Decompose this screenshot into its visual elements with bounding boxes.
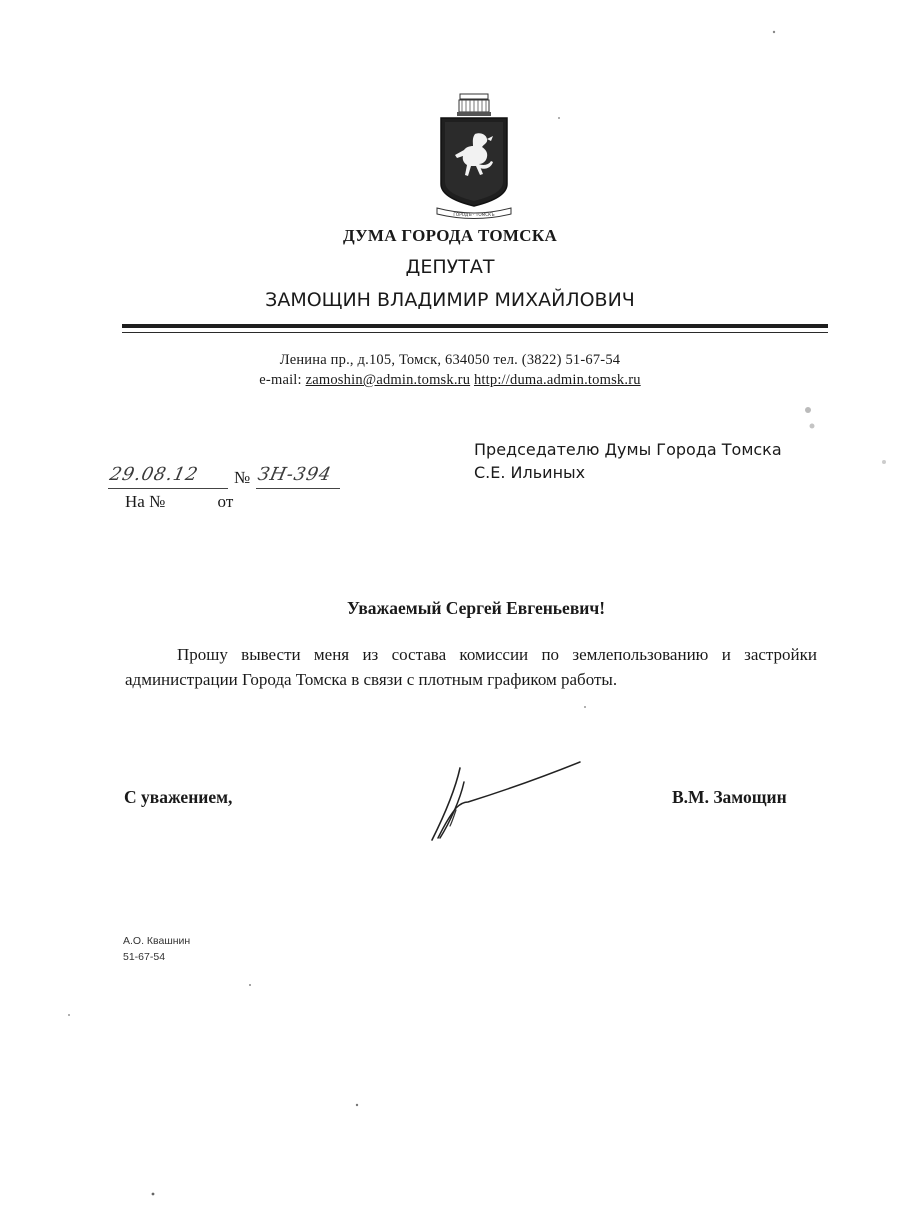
email-label: e-mail: <box>259 372 302 388</box>
date-underline <box>108 488 228 489</box>
outgoing-date: 29.08.12 <box>107 464 201 485</box>
signer-name: В.М. Замощин <box>672 787 787 807</box>
website-link[interactable]: http://duma.admin.tomsk.ru <box>473 372 641 388</box>
position-label: ДЕПУТАТ <box>405 256 495 278</box>
svg-text:ГОРОДЪ · ТОМСКЪ: ГОРОДЪ · ТОМСКЪ <box>453 212 495 217</box>
addressee-title: Председателю Думы Города Томска <box>474 440 782 459</box>
closing-phrase: С уважением, <box>124 787 233 807</box>
salutation: Уважаемый Сергей Евгеньевич! <box>346 598 606 618</box>
number-sign: № <box>234 468 251 487</box>
contact-line <box>0 372 900 389</box>
outgoing-number: ЗН-394 <box>255 464 334 485</box>
postal-address: Ленина пр., д.105, Томск, 634050 тел. (3822) 51-67-54 <box>279 352 621 368</box>
reply-reference-line <box>125 492 233 512</box>
reply-to-number-label: На № <box>125 492 166 511</box>
addressee-block <box>474 438 782 484</box>
addressee-name: С.Е. Ильиных <box>474 463 586 482</box>
handwritten-signature-icon <box>420 756 590 846</box>
header-divider-thin <box>122 332 828 333</box>
header-divider-thick <box>122 324 828 328</box>
reply-from-label: от <box>217 492 234 511</box>
email-link[interactable]: zamoshin@admin.tomsk.ru <box>305 372 471 388</box>
executor-phone: 51-67-54 <box>123 951 166 963</box>
registration-line <box>108 462 378 492</box>
executor-block <box>123 933 190 965</box>
coat-of-arms-icon <box>431 92 517 222</box>
number-underline <box>256 488 340 489</box>
executor-name: А.О. Квашнин <box>123 935 191 947</box>
deputy-name: ЗАМОЩИН ВЛАДИМИР МИХАЙЛОВИЧ <box>265 289 635 311</box>
organization-title: ДУМА ГОРОДА ТОМСКА <box>342 226 558 245</box>
letter-body: Прошу вывести меня из состава комиссии по землепользованию и застройки администрации Города Томска в связи с плотным графиком работы. <box>125 645 817 689</box>
